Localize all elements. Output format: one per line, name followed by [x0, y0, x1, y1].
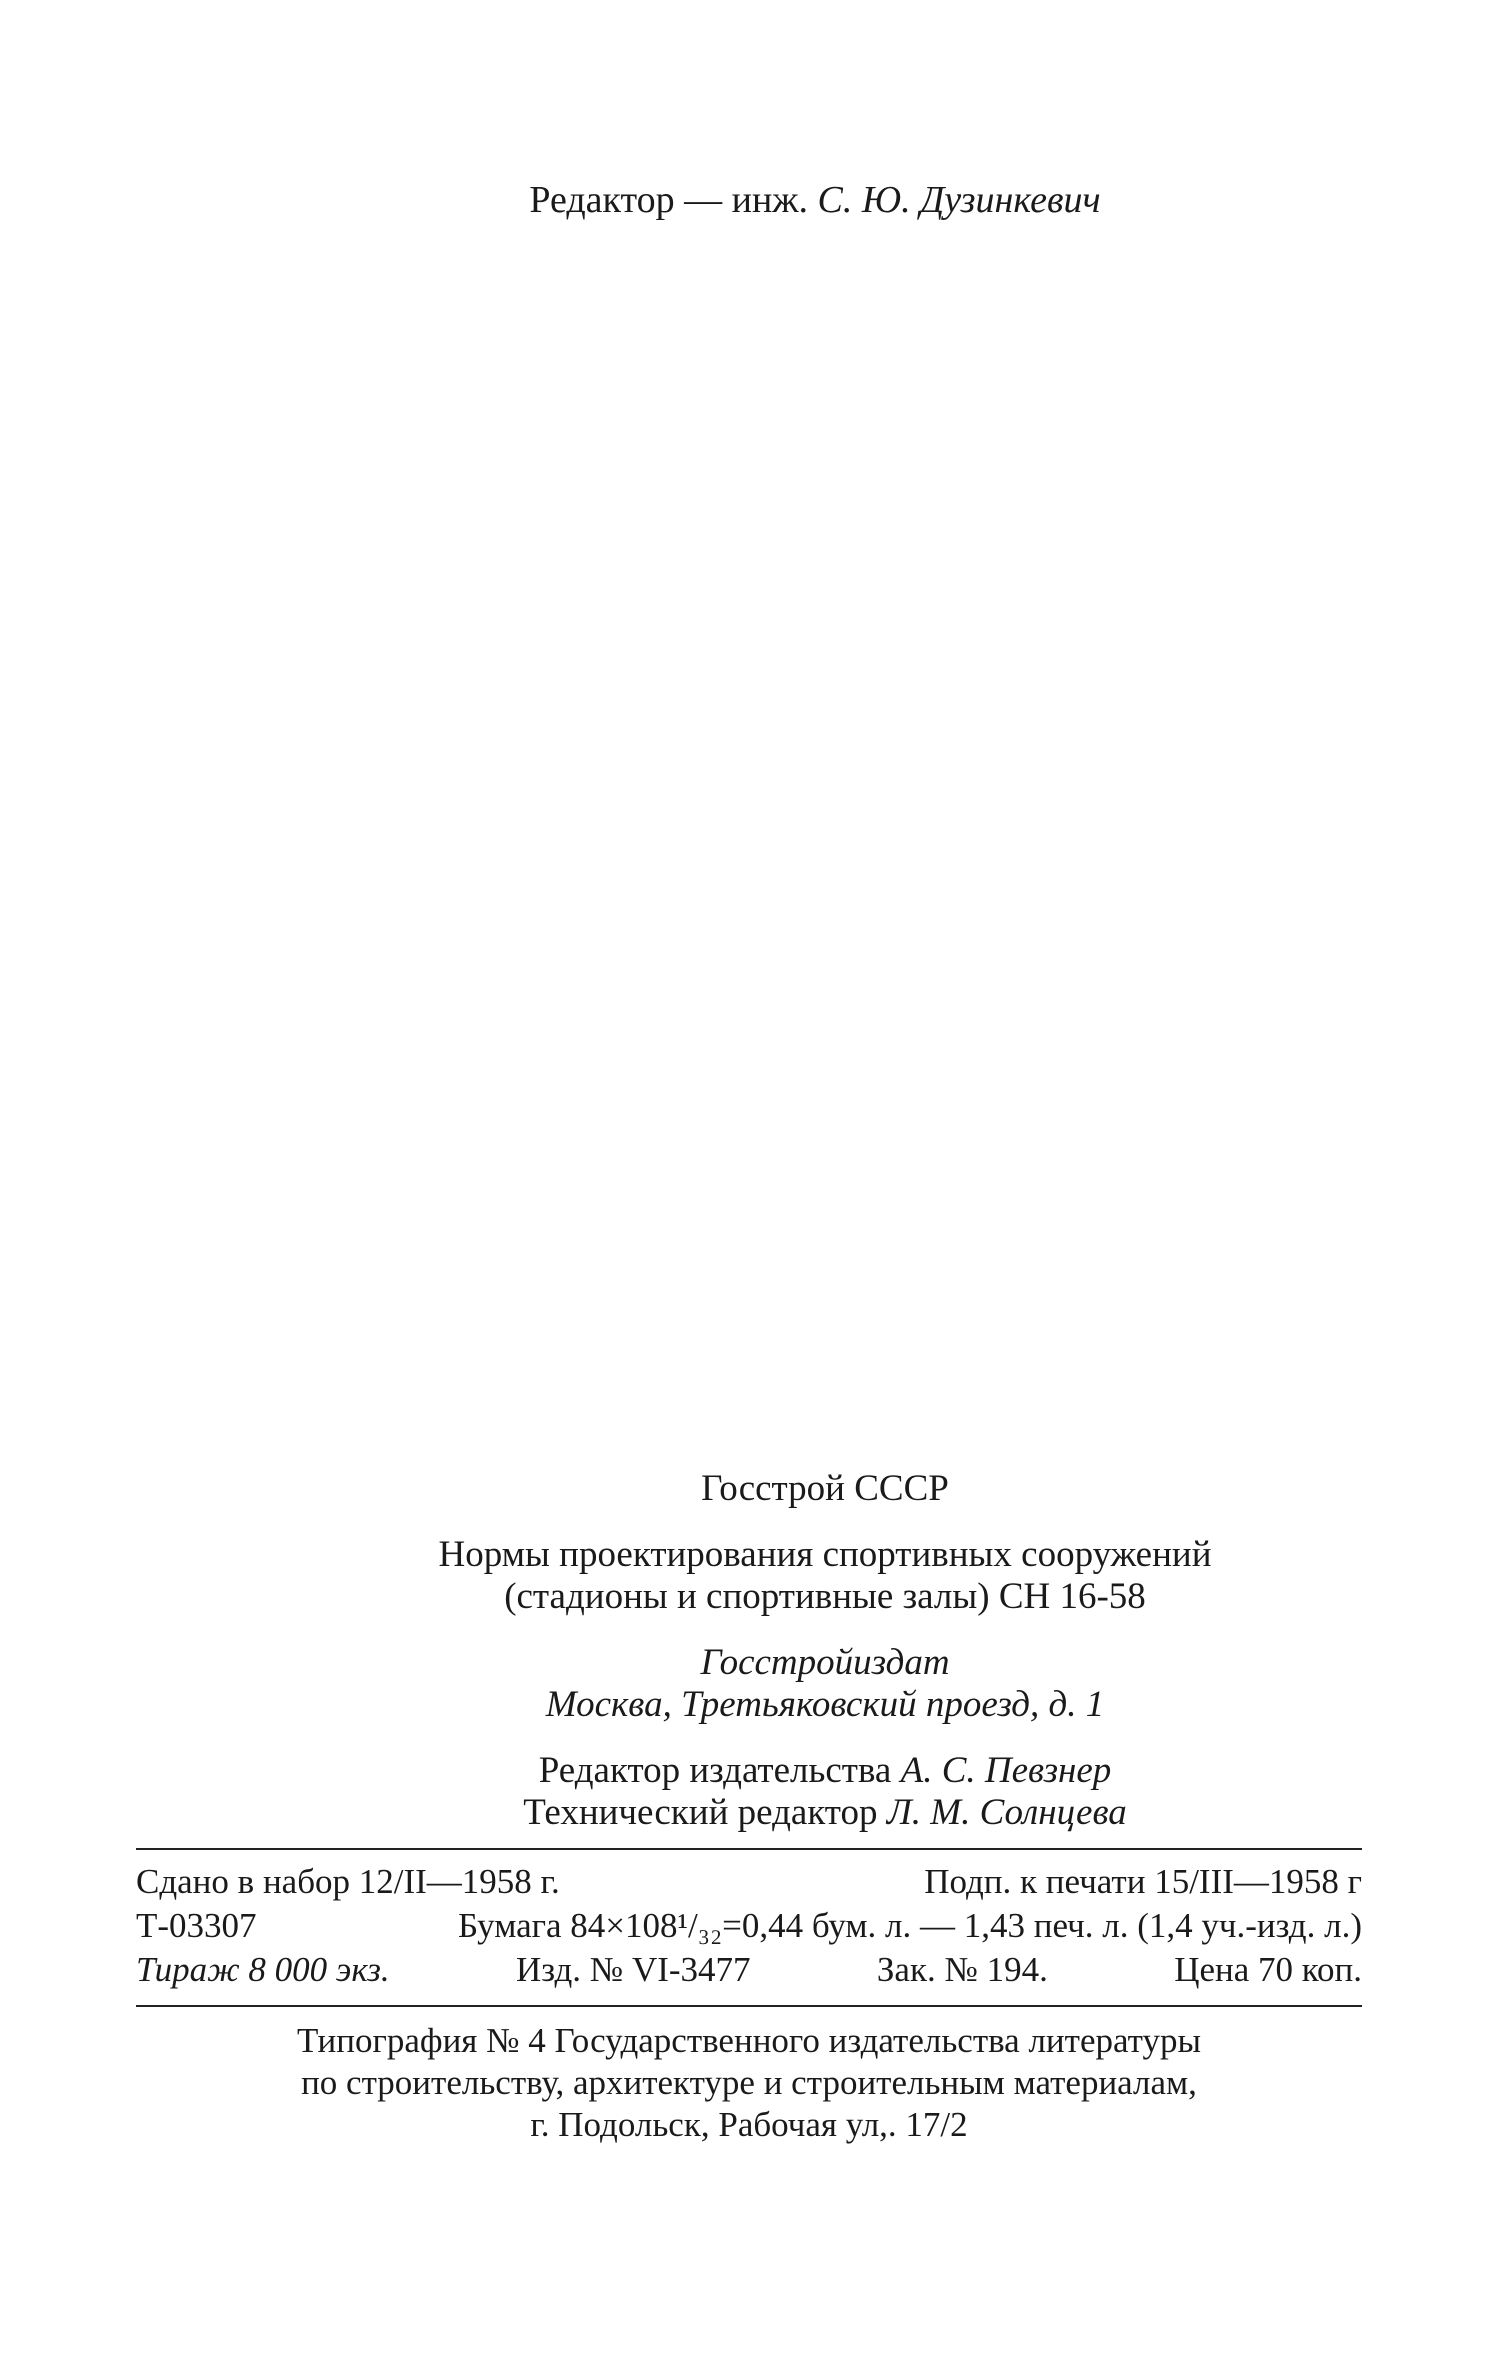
publisher-name: Госстройиздат [700, 1642, 950, 1683]
publishing-editor-name: А. С. Певзнер [900, 1750, 1112, 1791]
publishing-editor-label: Редактор издательства [538, 1750, 892, 1791]
divider-bottom [136, 2005, 1362, 2007]
signed-to-print-date: Подп. к печати 15/III—1958 г [924, 1862, 1362, 1901]
printer-line1: Типография № 4 Государственного издательства литературы [297, 2021, 1201, 2060]
organization: Госстрой СССР [701, 1468, 949, 1509]
circulation-row [136, 1950, 1362, 1990]
divider-top [136, 1848, 1362, 1850]
book-title-line1: Нормы проектирования спортивных сооружений [438, 1534, 1212, 1575]
print-dates-row [136, 1862, 1362, 1902]
paper-format: Бумага 84×108¹/₃₂=0,44 бум. л. — 1,43 печ. л. (1,4 уч.-изд. л.) [457, 1906, 1362, 1945]
printer-line2: по строительству, архитектуре и строительным материалам, [301, 2063, 1197, 2102]
paper-row [136, 1906, 1362, 1946]
print-run: Тираж 8 000 экз. [136, 1950, 390, 1989]
publishing-editor [150, 1750, 1500, 1792]
editor-credit [0, 178, 1500, 222]
order-code: Т-03307 [136, 1906, 257, 1945]
technical-editor-name: Л. М. Солнцева [886, 1792, 1127, 1833]
editor-name: С. Ю. Дузинкевич [817, 179, 1101, 221]
order-number: Зак. № 194. [876, 1950, 1048, 1989]
printer-line3: г. Подольск, Рабочая ул,. 17/2 [530, 2105, 968, 2144]
book-title [150, 1534, 1500, 1618]
publisher-address: Москва, Третьяковский проезд, д. 1 [545, 1684, 1105, 1725]
editors-block [150, 1750, 1500, 1834]
book-title-line2: (стадионы и спортивные залы) СН 16-58 [504, 1576, 1146, 1617]
imprint-block [0, 1468, 1500, 1834]
publisher-block [150, 1642, 1500, 1726]
editor-role: Редактор — инж. [529, 179, 809, 221]
printer-info [136, 2020, 1362, 2146]
technical-editor-label: Технический редактор [523, 1792, 878, 1833]
publication-number: Изд. № VI-3477 [516, 1950, 751, 1989]
technical-editor [150, 1792, 1500, 1834]
price: Цена 70 коп. [1174, 1950, 1362, 1989]
typeset-date: Сдано в набор 12/II—1958 г. [136, 1862, 560, 1901]
